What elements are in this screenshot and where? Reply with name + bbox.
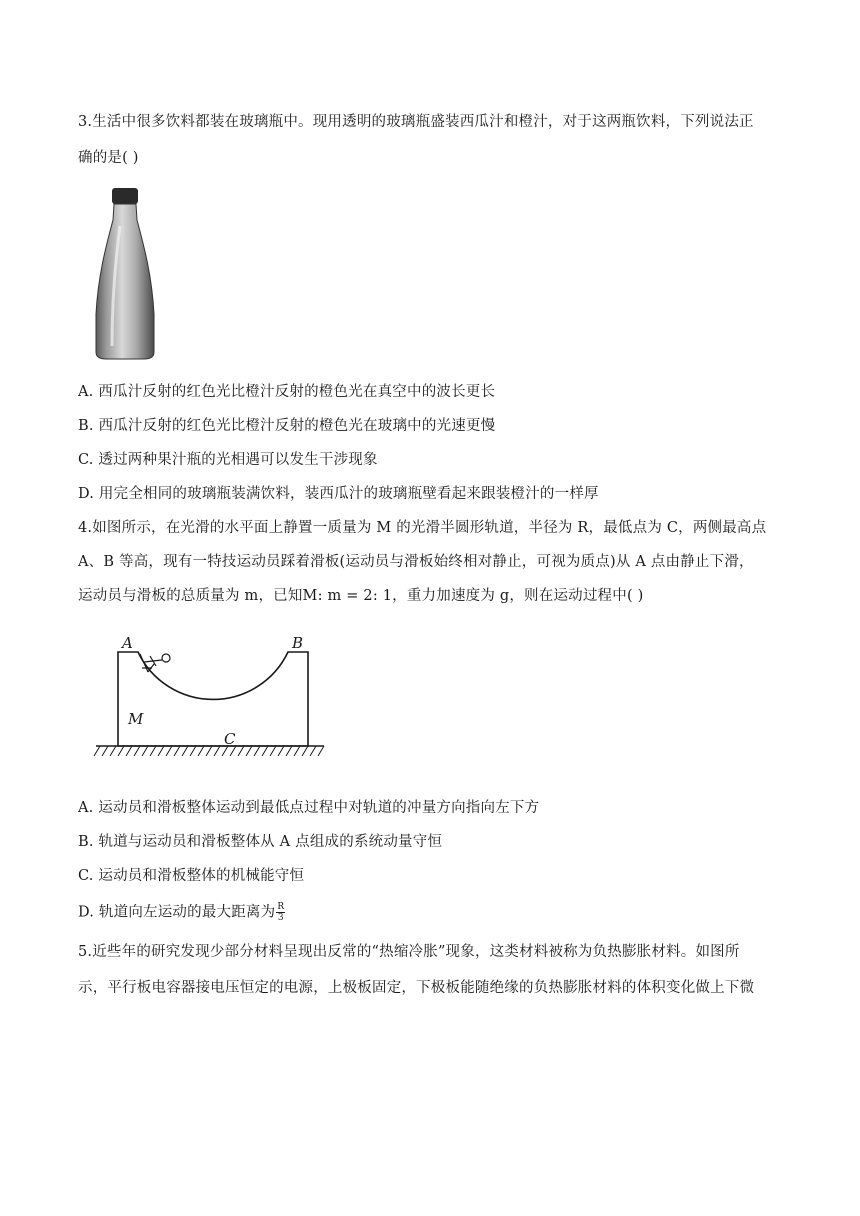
q4-option-c: C. 运动员和滑板整体的机械能守恒 [78, 868, 305, 884]
q3-option-d: D. 用完全相同的玻璃瓶装满饮料，装西瓜汁的玻璃瓶壁看起来跟装橙汁的一样厚 [78, 486, 599, 502]
q3-stem-line1: 3.生活中很多饮料都装在玻璃瓶中。现用透明的玻璃瓶盛装西瓜汁和橙汁，对于这两瓶饮料，下列说法正 [78, 114, 754, 130]
label-b: B [292, 634, 304, 652]
fraction-numerator: R [277, 902, 285, 912]
q3-stem-line2: 确的是( ) [78, 150, 139, 166]
q4-stem-line2: A、B 等高，现有一特技运动员踩着滑板(运动员与滑板始终相对静止，可视为质点)从 A 点由静止下滑， [78, 554, 754, 570]
fraction [276, 902, 285, 923]
q4-stem-line1: 4.如图所示，在光滑的水平面上静置一质量为 M 的光滑半圆形轨道，半径为 R，最低点为 C，两侧最高点 [78, 520, 767, 536]
semicircular-track-figure [92, 628, 328, 764]
skater-sketch [140, 654, 170, 672]
q3-option-b: B. 西瓜汁反射的红色光比橙汁反射的橙色光在玻璃中的光速更慢 [78, 418, 496, 434]
q4-option-a: A. 运动员和滑板整体运动到最低点过程中对轨道的冲量方向指向左下方 [78, 800, 540, 816]
label-a: A [122, 634, 133, 652]
q3-option-a: A. 西瓜汁反射的红色光比橙汁反射的橙色光在真空中的波长更长 [78, 384, 496, 400]
label-m: M [128, 710, 144, 728]
fraction-denominator: 3 [277, 913, 284, 923]
bottle-image [92, 186, 158, 360]
ground-hatching [94, 746, 324, 756]
q3-option-c: C. 透过两种果汁瓶的光相遇可以发生干涉现象 [78, 452, 378, 468]
q5-stem-line2: 示，平行板电容器接电压恒定的电源，上极板固定，下极板能随绝缘的负热膨胀材料的体积变化做上下微 [78, 980, 755, 996]
label-c: C [224, 730, 236, 748]
q4-option-d-text: D. 轨道向左运动的最大距离为 [78, 904, 276, 921]
q5-stem-line1: 5.近些年的研究发现少部分材料呈现出反常的“热缩冷胀”现象，这类材料被称为负热膨胀材料。如图所 [78, 944, 740, 960]
q4-option-d [78, 902, 285, 923]
q4-stem-line3: 运动员与滑板的总质量为 m，已知M: m = 2: 1，重力加速度为 g，则在运动过程中( ) [78, 588, 644, 604]
q4-option-b: B. 轨道与运动员和滑板整体从 A 点组成的系统动量守恒 [78, 834, 443, 850]
